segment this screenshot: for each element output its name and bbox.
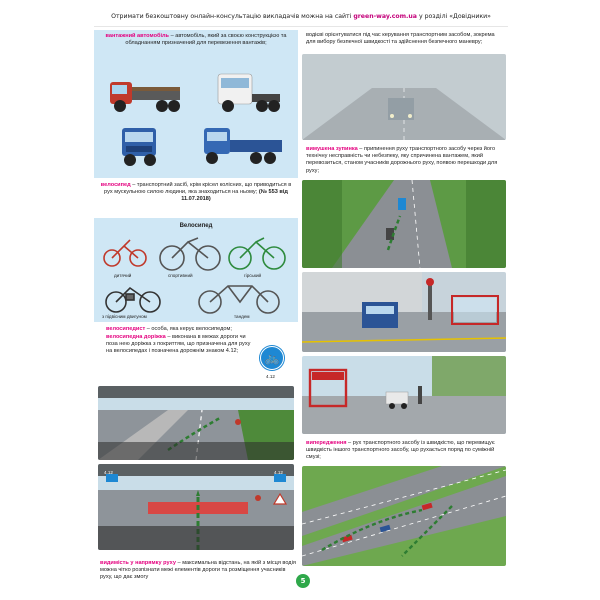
header-site-link[interactable]: green-way.com.ua xyxy=(353,12,417,20)
bus-stop-scene-top xyxy=(302,272,506,352)
visibility-term: видимість у напрямку руху xyxy=(100,560,176,566)
page-header xyxy=(94,6,508,27)
truck-definition xyxy=(100,33,292,47)
overtaking-text: – рух транспортного засобу із швидкістю, що перевищує швидкість іншого транспортного засобу, що рухається поряд по суміжній смузі; xyxy=(306,440,495,461)
kids-bike-image xyxy=(104,240,146,266)
trucks-illustration xyxy=(100,60,292,176)
overtaking-aerial-scene xyxy=(302,466,506,566)
visibility-road-scene xyxy=(98,464,294,550)
long-truck-image xyxy=(204,128,282,164)
header-text: Отримати безкоштовну онлайн-консультацію викладачів можна на сайті xyxy=(111,12,352,20)
bike-label-motor: з підвісним двигуном xyxy=(102,314,147,319)
sign-label-left: 4.12 xyxy=(104,470,113,475)
road-bike-image xyxy=(160,238,220,270)
cyclist-text: – особа, яка керує велосипедом; xyxy=(146,326,232,332)
bicycle-definition xyxy=(100,182,292,204)
tandem-bike-image xyxy=(199,286,279,313)
forced-stop-text: – припинення руху транспортного засобу через його технічну несправність чи небезпеку, яку спричинена вантажем, який перевозиться, станом учасників дорожнього руху, появою перешкоди для руху; xyxy=(306,146,498,174)
bus-stop-scene-bottom xyxy=(302,356,506,434)
visibility-definition xyxy=(100,560,296,582)
bike-lane-definition xyxy=(106,334,256,356)
visibility-text: – максимальна відстань, на якій з місця водія можна чітко розпізнати межі елементів дороги та розміщення учасників руху, що дає змогу xyxy=(100,560,296,581)
mountain-bike-image xyxy=(229,238,285,269)
bike-label-mountain: гірський xyxy=(244,273,262,278)
motor-bike-image xyxy=(106,288,160,312)
tractor-unit-image xyxy=(218,74,280,112)
bike-label-road: спортивний xyxy=(168,273,193,278)
bike-lane-text: – виконана в межах дороги чи поза нею доріжка з покриттям, що призначена для руху на велосипедах і позначена дорожнім знаком 4.12; xyxy=(106,334,251,355)
cyclist-definition xyxy=(106,326,256,333)
book-page xyxy=(94,6,508,594)
bicycle-ref: (№ 553 від 11.07.2018) xyxy=(181,189,288,203)
bike-sign-code: 4.12 xyxy=(266,374,275,379)
bike-lane-term: велосипедна доріжка xyxy=(106,334,166,340)
forced-stop-term: вимушена зупинка xyxy=(306,146,358,152)
header-suffix: у розділі «Довідники» xyxy=(418,12,491,20)
truck-text: – автомобіль, який за своєю конструкцією та обладнанням призначений для перевезення вантажів; xyxy=(125,33,287,47)
bike-label-kids: дитячий xyxy=(114,273,132,278)
bike-lane-sign-icon: 🚲 xyxy=(260,346,284,370)
cyclist-term: велосипедист xyxy=(106,326,146,332)
visibility-continuation: водієві орієнтуватися під час керування транспортним засобом, зокрема для вибору безпечної швидкості та здійснення безпечного маневру; xyxy=(306,32,495,46)
truck-term: вантажний автомобіль xyxy=(105,33,169,39)
flatbed-truck-image xyxy=(110,82,180,112)
forced-stop-definition xyxy=(306,146,504,175)
forced-stop-aerial-scene xyxy=(302,180,506,268)
page-number: 5 xyxy=(296,574,310,588)
bicycle-term: велосипед xyxy=(100,182,131,188)
bicycle-text: – транспортний засіб, крім крісел колісних, що приводиться в рух мускульною силою людини, яка знаходиться на ньому; xyxy=(104,182,292,196)
sign-label-right: 4.12 xyxy=(274,470,283,475)
fog-road-scene xyxy=(302,54,506,140)
bike-lane-road-scene xyxy=(98,386,294,460)
overtaking-term: випередження xyxy=(306,440,347,446)
bike-label-tandem: тандем xyxy=(234,314,250,319)
blue-truck-image xyxy=(122,128,156,166)
bike-panel-title: Велосипед xyxy=(179,223,213,229)
overtaking-definition xyxy=(306,440,504,462)
